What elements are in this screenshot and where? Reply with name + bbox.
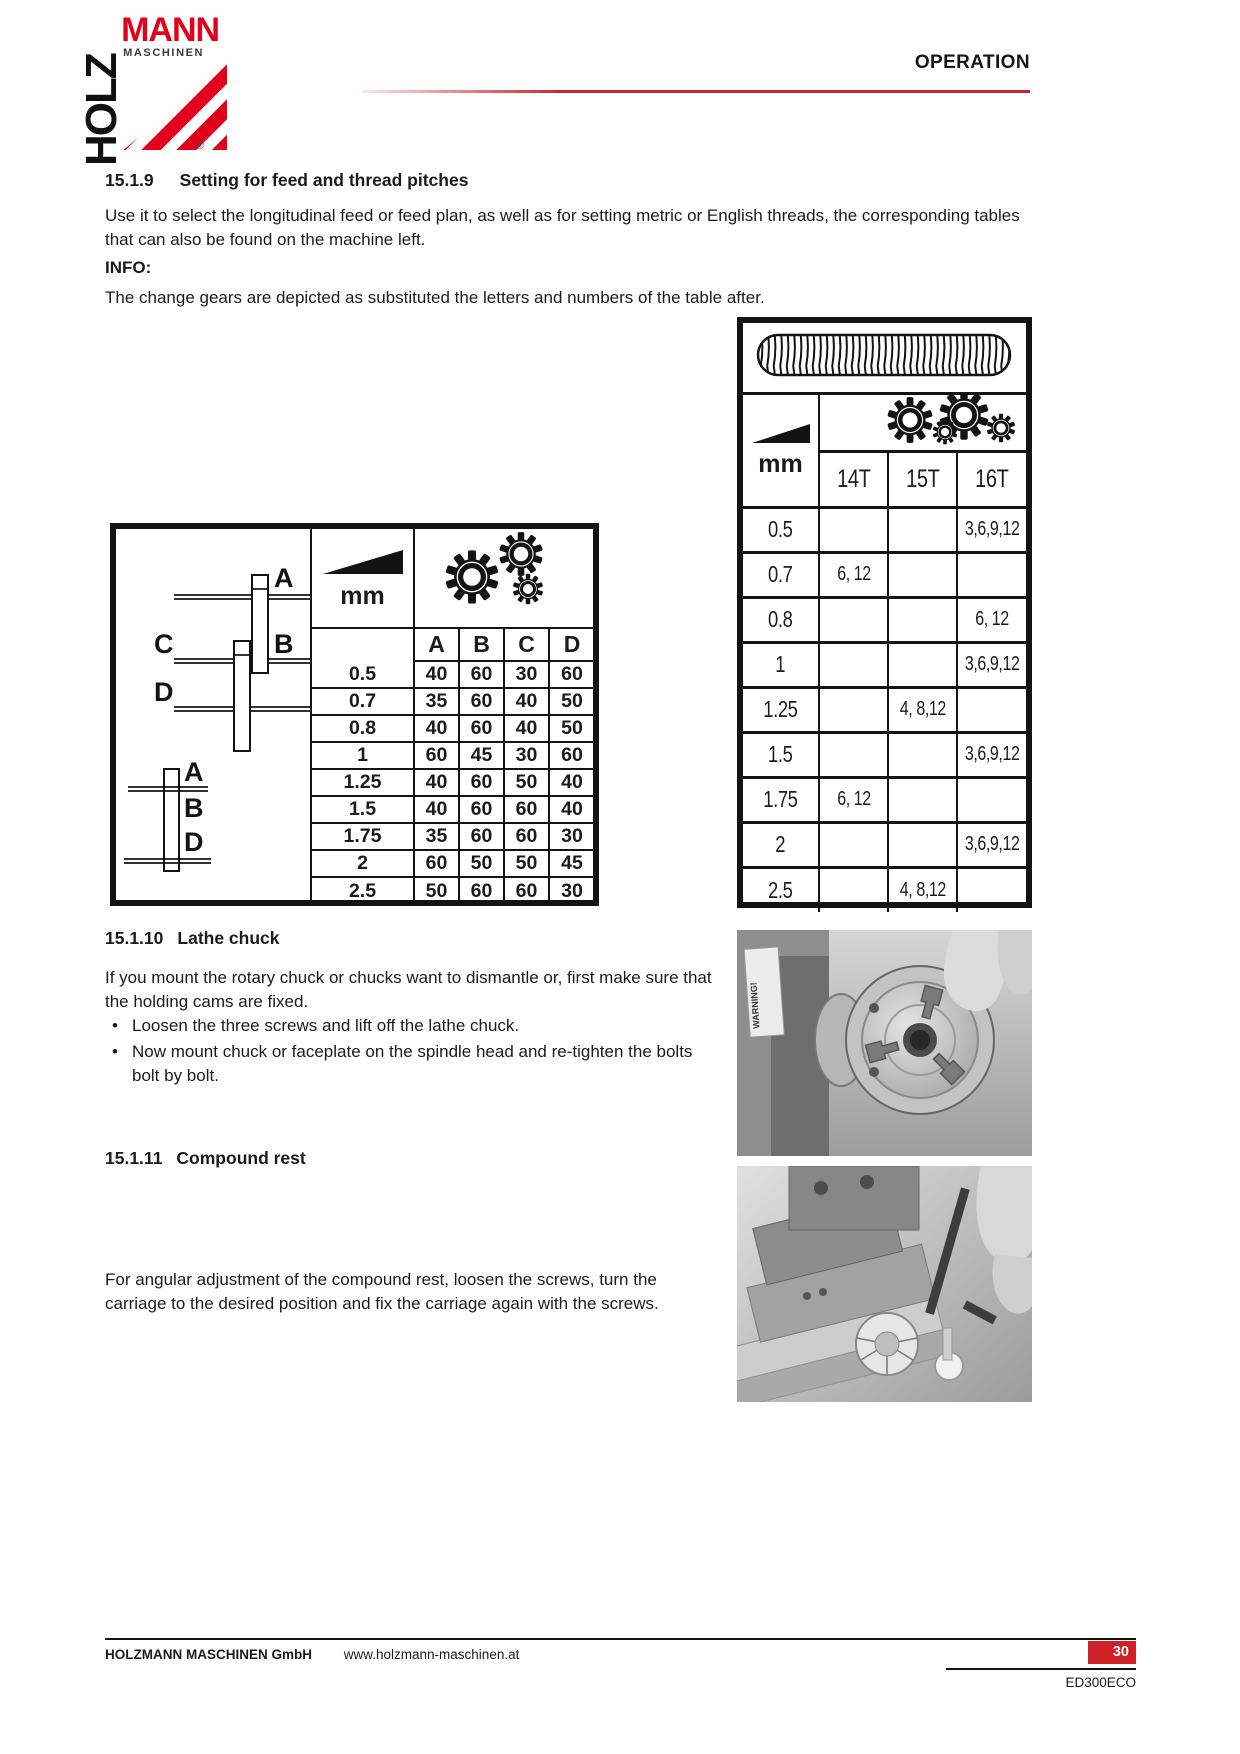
t14-cell bbox=[819, 507, 888, 552]
bullet-item bbox=[105, 1040, 705, 1089]
abcd-table-row bbox=[311, 877, 594, 904]
t15-cell: 4, 8,12 bbox=[888, 867, 957, 912]
gear-c-cell: 60 bbox=[504, 823, 549, 850]
logo-mann-text: MANN bbox=[121, 11, 220, 49]
gear-c-cell: 40 bbox=[504, 688, 549, 715]
gear-c-cell: 60 bbox=[504, 877, 549, 904]
abcd-table-row bbox=[311, 850, 594, 877]
gear-c-cell: 50 bbox=[504, 769, 549, 796]
gear-cluster-icon bbox=[416, 529, 594, 621]
gear-arrangement-diagram bbox=[116, 529, 310, 900]
registered-mark: ® bbox=[196, 140, 205, 152]
abcd-table-row bbox=[311, 769, 594, 796]
gear-a-cell: 40 bbox=[414, 769, 459, 796]
heading-title: Lathe chuck bbox=[177, 928, 280, 948]
t14-cell bbox=[819, 642, 888, 687]
pitch-cell: 0.8 bbox=[743, 597, 819, 642]
t16-cell: 3,6,9,12 bbox=[957, 732, 1026, 777]
heading-lathe-chuck bbox=[105, 928, 280, 949]
gears-header-cell bbox=[414, 529, 594, 628]
gear-d-cell: 60 bbox=[549, 661, 594, 688]
t16-cell: 3,6,9,12 bbox=[957, 642, 1026, 687]
abcd-table-row bbox=[311, 688, 594, 715]
t16-cell bbox=[957, 777, 1026, 822]
pitch-cell: 0.5 bbox=[311, 661, 414, 688]
info-label: INFO: bbox=[105, 258, 152, 277]
t15-cell bbox=[888, 642, 957, 687]
teeth-table-row bbox=[743, 732, 1026, 777]
t16-cell bbox=[957, 867, 1026, 912]
t14-cell bbox=[819, 597, 888, 642]
feed-intro-paragraph: Use it to select the longitudinal feed or feed plan, as well as for setting metric or English threads, the corresponding tables that can also be found on the machine left. bbox=[105, 206, 1020, 250]
t14-cell bbox=[819, 867, 888, 912]
diagram2-label-a: A bbox=[184, 757, 204, 787]
feed-ramp-icon bbox=[323, 546, 403, 574]
gear-d-cell: 40 bbox=[549, 796, 594, 823]
gear-d-cell: 50 bbox=[549, 715, 594, 742]
page-number-badge: 30 bbox=[1088, 1641, 1136, 1664]
abcd-table-row bbox=[311, 742, 594, 769]
col-header-c: C bbox=[504, 628, 549, 661]
pitch-cell: 1.5 bbox=[311, 796, 414, 823]
t14-cell bbox=[819, 732, 888, 777]
gear-a-cell: 35 bbox=[414, 688, 459, 715]
pitch-cell: 2 bbox=[311, 850, 414, 877]
footer-website: www.holzmann-maschinen.at bbox=[343, 1647, 520, 1662]
gear-d-cell: 30 bbox=[549, 823, 594, 850]
pitch-cell: 1.75 bbox=[743, 777, 819, 822]
heading-number: 15.1.11 bbox=[105, 1148, 163, 1168]
heading-title: Compound rest bbox=[176, 1148, 306, 1168]
pitch-cell: 0.7 bbox=[743, 552, 819, 597]
pitch-cell: 1.75 bbox=[311, 823, 414, 850]
diagram-label-c: C bbox=[154, 629, 174, 659]
gear-d-cell: 40 bbox=[549, 769, 594, 796]
gear-b-cell: 60 bbox=[459, 823, 504, 850]
t15-cell: 4, 8,12 bbox=[888, 687, 957, 732]
teeth-table-row bbox=[743, 642, 1026, 687]
gear-c-cell: 40 bbox=[504, 715, 549, 742]
gear-a-cell: 40 bbox=[414, 796, 459, 823]
diagram-label-b: B bbox=[274, 629, 294, 659]
col-header-16t: 16T bbox=[957, 451, 1026, 507]
t16-cell bbox=[957, 687, 1026, 732]
gear-a-cell: 60 bbox=[414, 742, 459, 769]
gear-d-cell: 30 bbox=[549, 877, 594, 904]
col-header-14t: 14T bbox=[819, 451, 888, 507]
teeth-table-row bbox=[743, 507, 1026, 552]
diagram2-label-d: D bbox=[184, 827, 204, 857]
abcd-table-row bbox=[311, 661, 594, 688]
heading-setting-feed bbox=[105, 170, 468, 191]
gear-a-cell: 60 bbox=[414, 850, 459, 877]
teeth-table-row bbox=[743, 552, 1026, 597]
gear-train-schematic-icon bbox=[116, 529, 310, 900]
abcd-pitch-table bbox=[310, 529, 594, 904]
logo-maschinen-text: MASCHINEN bbox=[123, 47, 205, 60]
gear-c-cell: 60 bbox=[504, 796, 549, 823]
gear-a-cell: 50 bbox=[414, 877, 459, 904]
unit-label: mm bbox=[340, 581, 385, 610]
gear-a-cell: 40 bbox=[414, 661, 459, 688]
t16-cell bbox=[957, 552, 1026, 597]
col-header-a: A bbox=[414, 628, 459, 661]
t16-cell: 3,6,9,12 bbox=[957, 822, 1026, 867]
heading-number: 15.1.9 bbox=[105, 170, 154, 190]
change-gear-table-abcd bbox=[110, 523, 599, 906]
leadscrew-cell bbox=[743, 323, 1026, 393]
heading-title: Setting for feed and thread pitches bbox=[179, 170, 469, 190]
chuck-bullet-list bbox=[105, 1014, 705, 1090]
t15-cell bbox=[888, 732, 957, 777]
pitch-cell: 0.7 bbox=[311, 688, 414, 715]
pitch-cell: 1.25 bbox=[743, 687, 819, 732]
unit-label: mm bbox=[758, 450, 803, 478]
teeth-table-row bbox=[743, 867, 1026, 912]
header-rule bbox=[362, 90, 1030, 93]
bullet-text: Loosen the three screws and lift off the lathe chuck. bbox=[132, 1016, 520, 1035]
t15-cell bbox=[888, 552, 957, 597]
gear-c-cell: 50 bbox=[504, 850, 549, 877]
gear-b-cell: 60 bbox=[459, 877, 504, 904]
footer-company: HOLZMANN MASCHINEN GmbH bbox=[105, 1647, 312, 1662]
pitch-cell: 0.5 bbox=[743, 507, 819, 552]
col-header-15t: 15T bbox=[888, 451, 957, 507]
teeth-table-row bbox=[743, 777, 1026, 822]
pitch-cell: 1.5 bbox=[743, 732, 819, 777]
bullet-dot: • bbox=[112, 1016, 118, 1035]
t15-cell bbox=[888, 597, 957, 642]
t14-cell bbox=[819, 687, 888, 732]
gear-cluster-icon bbox=[820, 395, 1027, 445]
chuck-intro-paragraph: If you mount the rotary chuck or chucks want to dismantle or, first make sure that the holding cams are fixed. bbox=[105, 968, 712, 1012]
abcd-table-row bbox=[311, 823, 594, 850]
gear-b-cell: 60 bbox=[459, 796, 504, 823]
pitch-cell: 2.5 bbox=[311, 877, 414, 904]
t14-cell: 6, 12 bbox=[819, 777, 888, 822]
gear-b-cell: 50 bbox=[459, 850, 504, 877]
feed-unit-cell bbox=[743, 393, 819, 507]
t15-cell bbox=[888, 822, 957, 867]
model-number: ED300ECO bbox=[1065, 1675, 1136, 1690]
info-text: The change gears are depicted as substituted the letters and numbers of the table after. bbox=[105, 288, 765, 307]
compound-rest-paragraph: For angular adjustment of the compound rest, loosen the screws, turn the carriage to the desired position and fix the carriage again with the screws. bbox=[105, 1270, 659, 1314]
empty-header-cell bbox=[311, 628, 414, 661]
gear-b-cell: 60 bbox=[459, 715, 504, 742]
pitch-cell: 2.5 bbox=[743, 867, 819, 912]
gear-d-cell: 60 bbox=[549, 742, 594, 769]
diagram2-label-b: B bbox=[184, 793, 204, 823]
diagram-label-d: D bbox=[154, 677, 174, 707]
t16-cell: 6, 12 bbox=[957, 597, 1026, 642]
footer-rule-small bbox=[946, 1668, 1136, 1670]
bullet-item bbox=[105, 1014, 705, 1039]
gear-d-cell: 50 bbox=[549, 688, 594, 715]
pitch-cell: 1.25 bbox=[311, 769, 414, 796]
gear-c-cell: 30 bbox=[504, 661, 549, 688]
t15-cell bbox=[888, 777, 957, 822]
logo-holz-text: HOLZ bbox=[77, 54, 126, 166]
t16-cell: 3,6,9,12 bbox=[957, 507, 1026, 552]
teeth-table-row bbox=[743, 822, 1026, 867]
gear-b-cell: 60 bbox=[459, 688, 504, 715]
pitch-cell: 1 bbox=[311, 742, 414, 769]
pitch-cell: 1 bbox=[743, 642, 819, 687]
gear-c-cell: 30 bbox=[504, 742, 549, 769]
bullet-dot: • bbox=[112, 1041, 118, 1061]
gear-a-cell: 35 bbox=[414, 823, 459, 850]
footer-rule bbox=[105, 1638, 1136, 1640]
heading-compound-rest bbox=[105, 1148, 306, 1169]
t14-cell bbox=[819, 822, 888, 867]
abcd-table-row bbox=[311, 796, 594, 823]
pitch-cell: 2 bbox=[743, 822, 819, 867]
feed-ramp-icon bbox=[752, 421, 810, 443]
threaded-rod-icon bbox=[751, 328, 1019, 382]
t15-cell bbox=[888, 507, 957, 552]
holzmann-logo bbox=[77, 11, 244, 166]
lathe-chuck-photo bbox=[737, 930, 1032, 1156]
abcd-table-row bbox=[311, 715, 594, 742]
pitch-cell: 0.8 bbox=[311, 715, 414, 742]
col-header-b: B bbox=[459, 628, 504, 661]
diagram-label-a: A bbox=[274, 563, 294, 593]
t14-cell: 6, 12 bbox=[819, 552, 888, 597]
col-header-d: D bbox=[549, 628, 594, 661]
gear-b-cell: 60 bbox=[459, 769, 504, 796]
logo-stripes-icon bbox=[123, 62, 227, 150]
teeth-table-row bbox=[743, 597, 1026, 642]
change-gear-table-teeth bbox=[737, 317, 1032, 908]
gear-d-cell: 45 bbox=[549, 850, 594, 877]
heading-number: 15.1.10 bbox=[105, 928, 164, 948]
teeth-pitch-table bbox=[743, 323, 1026, 912]
gear-b-cell: 45 bbox=[459, 742, 504, 769]
feed-unit-cell bbox=[311, 529, 414, 628]
compound-rest-photo bbox=[737, 1166, 1032, 1402]
bullet-text: Now mount chuck or faceplate on the spindle head and re-tighten the bolts bolt by bolt. bbox=[132, 1041, 693, 1086]
teeth-table-row bbox=[743, 687, 1026, 732]
gear-a-cell: 40 bbox=[414, 715, 459, 742]
gear-b-cell: 60 bbox=[459, 661, 504, 688]
gears-header-cell bbox=[819, 393, 1026, 451]
page-section-title: OPERATION bbox=[914, 52, 1030, 73]
warning-label: WARNING! bbox=[748, 981, 762, 1030]
footer-company-line bbox=[105, 1647, 519, 1662]
